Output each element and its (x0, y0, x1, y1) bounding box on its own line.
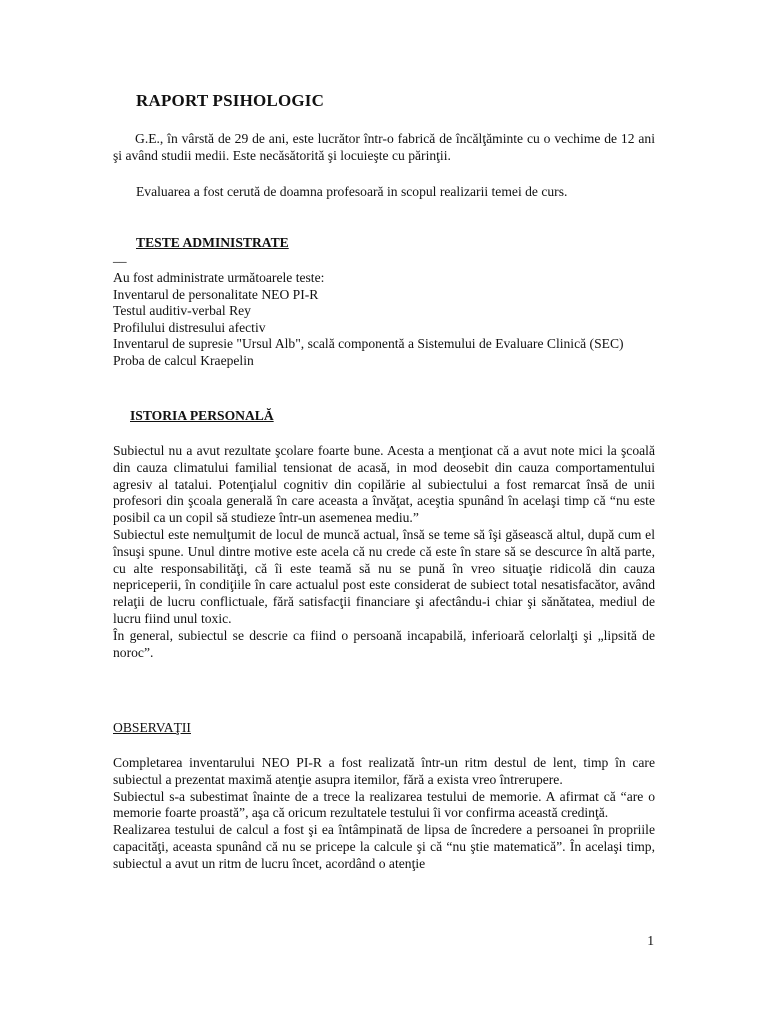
intro-paragraph: G.E., în vârstă de 29 de ani, este lucrător într-o fabrică de încălţăminte cu o vechime de 12 ani şi având studii medii. Este necăsătorită şi locuieşte cu părinţii. (113, 131, 655, 163)
history-paragraph: Subiectul nu a avut rezultate şcolare foarte bune. Acesta a menţionat că a avut note mici la şcoală din cauza climatului familial tensionat de acasă, in mod deosebit din cauza comportamentului agresiv al tatalui. Potenţialul cognitiv din copilărie al subiectului a fost remarcat însă de unii profesori din şcoala generală în care aceasta a învăţat, aceştia spunând în acelaşi timp că “nu este posibil ca un copil să studieze într-un asemenea mediu.” (113, 443, 655, 526)
observations-body (113, 755, 655, 873)
tests-intro: Au fost administrate următoarele teste: (113, 270, 325, 285)
history-body (113, 443, 655, 661)
history-paragraph: Subiectul este nemulţumit de locul de muncă actual, însă se teme să îşi găsească altul, după cum el însuşi spune. Unul dintre motive este acela că nu crede că este în stare să se descurce în altă parte, cu alte responsabilităţi, că îi este teamă să nu se pună în vreo situaţie ridicolă din cauza nepriceperii, în condiţiile în care actualul post este considerat de subiect total nesatisfacător, având relaţii de lucru conflictuale, fără satisfacţii financiare şi afectându-i chiar şi sănătatea, mediul de lucru fiind unul toxic. (113, 526, 655, 626)
document-title: RAPORT PSIHOLOGIC (136, 91, 325, 110)
test-item: Inventarul de personalitate NEO PI-R (113, 286, 319, 302)
test-item: Testul auditiv-verbal Rey (113, 303, 251, 319)
evaluation-paragraph: Evaluarea a fost cerută de doamna profesoară in scopul realizarii temei de curs. (136, 184, 568, 199)
heading-dash: __ (113, 249, 127, 264)
observations-paragraph: Realizarea testului de calcul a fost şi ea întâmpinată de lipsa de încredere a persoanei în propriile capacităţi, aceasta spunând că nu se pricepe la calcule şi că “nu ştie matematică”. În acelaşi timp, subiectul a avut un ritm de lucru încet, acordând o atenţie (113, 822, 655, 871)
test-item: Profilului distresului afectiv (113, 319, 266, 335)
history-paragraph: În general, subiectul se descrie ca fiind o persoană incapabilă, inferioară celorlalţi şi „lipsită de noroc”. (113, 627, 655, 660)
history-heading: ISTORIA PERSONALĂ (130, 408, 274, 423)
tests-heading: TESTE ADMINISTRATE (136, 235, 289, 250)
page-number: 1 (647, 933, 654, 948)
observations-heading: OBSERVAŢII (113, 720, 191, 735)
test-item: Proba de calcul Kraepelin (113, 352, 254, 368)
test-item: Inventarul de supresie "Ursul Alb", scală componentă a Sistemului de Evaluare Clinică (SEC) (113, 336, 624, 352)
tests-list (113, 270, 655, 370)
observations-paragraph: Subiectul s-a subestimat înainte de a trece la realizarea testului de memorie. A afirmat că “are o memorie foarte proastă”, aşa că oricum rezultatele testului îi vor confirma această credinţă. (113, 788, 655, 821)
observations-paragraph: Completarea inventarului NEO PI-R a fost realizată într-un ritm destul de lent, timp în care subiectul a prezentat maximă atenţie asupra itemilor, fără a exista vreo întrerupere. (113, 755, 655, 787)
